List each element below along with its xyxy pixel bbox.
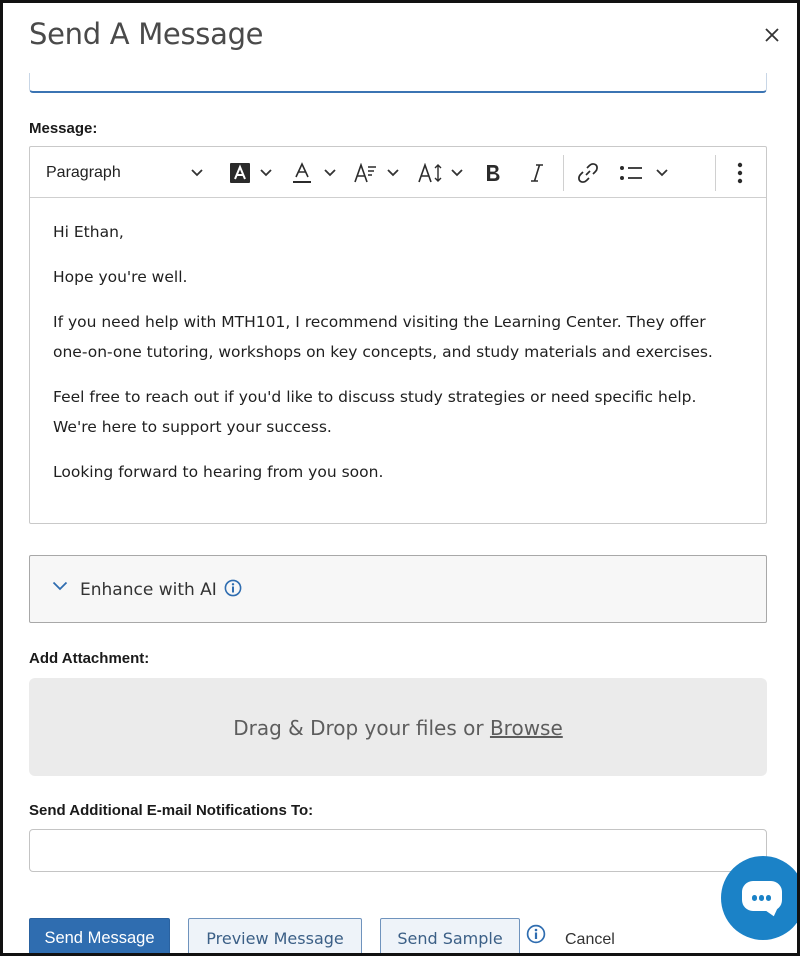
chevron-down-icon[interactable] (447, 147, 467, 198)
attachment-label: Add Attachment: (29, 650, 150, 667)
link-icon[interactable] (576, 147, 600, 198)
bold-icon[interactable] (481, 147, 505, 198)
drop-text: Drag & Drop your files or (233, 716, 490, 740)
notification-email-input[interactable] (29, 829, 767, 872)
message-body[interactable] (53, 217, 743, 502)
chevron-down-icon[interactable] (186, 147, 208, 198)
chevron-down-icon[interactable] (256, 147, 276, 198)
block-format-select[interactable] (46, 147, 121, 198)
enhance-label: Enhance with AI (80, 580, 217, 600)
chevron-down-icon[interactable] (320, 147, 340, 198)
preview-message-button[interactable]: Preview Message (188, 918, 362, 956)
enhance-with-ai-toggle[interactable] (29, 555, 767, 623)
info-icon[interactable] (526, 924, 546, 949)
close-icon[interactable] (761, 25, 783, 47)
notifications-label: Send Additional E-mail Notifications To: (29, 802, 314, 819)
chevron-down-icon[interactable] (652, 147, 672, 198)
editor-toolbar (30, 147, 766, 198)
chevron-down-icon[interactable] (383, 147, 403, 198)
message-label: Message: (29, 120, 98, 137)
chevron-down-icon (52, 578, 68, 596)
block-format-label: Paragraph (46, 163, 121, 181)
file-drop-zone[interactable] (29, 678, 767, 776)
body-paragraph: If you need help with MTH101, I recommend visiting the Learning Center. They offer one-on-one tutoring, workshops on key concepts, and study materials and exercises. (53, 313, 713, 361)
message-editor[interactable] (29, 146, 767, 524)
body-line: Hope you're well. (53, 268, 188, 286)
drop-zone-text (29, 716, 767, 740)
more-options-icon[interactable] (730, 147, 750, 198)
subject-field[interactable] (29, 73, 767, 93)
body-paragraph: Feel free to reach out if you'd like to discuss study strategies or need specific help. We're here to support your success. (53, 388, 697, 436)
highlight-color-icon[interactable] (228, 147, 252, 198)
dialog-title: Send A Message (29, 17, 264, 51)
send-message-button[interactable]: Send Message (29, 918, 170, 956)
greeting-line: Hi Ethan, (53, 223, 124, 241)
toolbar-separator (563, 155, 564, 191)
italic-icon[interactable] (525, 147, 549, 198)
font-size-icon[interactable] (416, 147, 446, 198)
bullet-list-icon[interactable] (618, 147, 644, 198)
info-icon[interactable] (224, 579, 242, 602)
browse-link[interactable]: Browse (489, 716, 563, 740)
cancel-link[interactable]: Cancel (565, 931, 615, 948)
send-sample-button[interactable]: Send Sample (380, 918, 520, 956)
closing-line: Looking forward to hearing from you soon. (53, 463, 384, 481)
font-family-icon[interactable] (352, 147, 380, 198)
toolbar-separator (715, 155, 716, 191)
font-color-icon[interactable] (290, 147, 314, 198)
chat-widget-button[interactable] (721, 856, 800, 940)
